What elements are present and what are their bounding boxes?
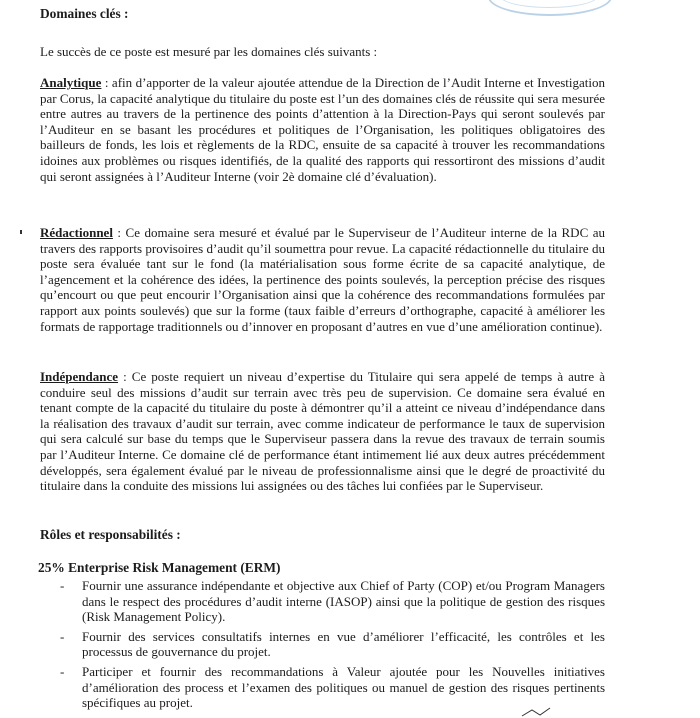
heading-domaines-cles: Domaines clés : — [40, 6, 129, 21]
term-independance: Indépendance — [40, 369, 119, 384]
list-dash: - — [60, 628, 65, 644]
roles-list — [40, 578, 605, 711]
heading-roles: Rôles et responsabilités : — [40, 527, 181, 542]
erm-heading: 25% Enterprise Risk Management (ERM) — [38, 560, 281, 575]
intro-paragraph: Le succès de ce poste est mesuré par les domaines clés suivants : — [40, 44, 378, 59]
margin-mark — [20, 230, 22, 234]
list-dash: - — [60, 578, 65, 593]
term-redactionnel: Rédactionnel — [40, 225, 113, 240]
text-independance: : Ce poste requiert un niveau d’expertise du Titulaire qui sera appelé de temps à autre à conduire seul des missions d’audit sur terrain avec très peu de supervision. Ce domaine sera évalué en tenant compte de la capacité du titulaire du poste à démontrer qu’il a atteint ce niveau d’indépendance dans la réalisation des travaux d’audit sur terrain, avec comme indicateur de performance le taux de supervision qui sera calculé sur base du temps que le Superviseur passera dans la revue des travaux de terrain soumis par l’Auditeur Interne. Ce domaine clé de performance étant intimement lié aux deux autres précédemment développés, sera également évalué par le niveau de professionnalisme ainsi que le degré de proactivité du titulaire dans la conduite des missions lui assignées ou des tâches lui confiées par le Superviseur. — [40, 369, 605, 494]
list-item-text: Fournir des services consultatifs internes en vue d’améliorer l’efficacité, les contrôles et les processus de gouvernance du projet. — [82, 628, 605, 660]
text-analytique: : afin d’apporter de la valeur ajoutée attendue de la Direction de l’Audit Interne et Investigation par Corus, la capacité analytique du titulaire du poste est l’un des domaines clés de réussite qui sera mesurée entre autres au travers de la pertinence des points d’attention à la Direction-Pays qui seront soulevés par l’Auditeur en se basant les procédures et politiques de l’Organisation, les politiques obligatoires des bailleurs de fonds, les lois et règlements de la RDC, ensuite de sa capacité à trouver les recommandations idoines aux problèmes ou risques identifiés, de la qualité des rapports qui ressortiront des missions d’audit qui seront assignées à l’Auditeur Interne (voir 2è domaine clé d’évaluation). — [40, 75, 605, 184]
paragraph-redactionnel — [40, 225, 605, 334]
list-item — [40, 578, 605, 625]
text-redactionnel: : Ce domaine sera mesuré et évalué par le Superviseur de l’Auditeur interne de la RDC au travers des rapports provisoires d’audit qu’il soumettra pour revue. La capacité rédactionnelle du titulaire du poste sera évaluée tant sur le fond (la matérialisation sous forme écrite de sa capacité analytique, de l’agencement et la cohérence des idées, la pertinence des points soulevés, la perception précise des risques qu’encourt ou que peut encourir l’Organisation ainsi que la cohérence des recommandations formulées par rapport aux points soulevés) que sur la forme (taux faible d’erreurs d’orthographe, capacité à améliorer les formats de rapportage traditionnels ou d’innover en proposant d’autres en vue d’une amélioration continue). — [40, 225, 605, 334]
roles-list-container — [40, 578, 605, 715]
list-dash: - — [60, 663, 65, 679]
paragraph-independance — [40, 369, 605, 494]
list-item-text: Fournir une assurance indépendante et objective aux Chief of Party (COP) et/ou Program Managers dans le respect des procédures d’audit interne (IASOP) ainsi que la politique de gestion des risques (Risk Management Policy). — [82, 578, 605, 625]
term-analytique: Analytique — [40, 75, 102, 90]
handwritten-mark — [520, 706, 560, 718]
list-item — [40, 629, 605, 660]
list-item-text: Participer et fournir des recommandations à Valeur ajoutée pour les Nouvelles initiatives d’amélioration des process et l’examen des politiques ou manuel de gestion des risques pertinents spécifiques au projet. — [82, 663, 605, 711]
paragraph-analytique — [40, 75, 605, 184]
list-item — [40, 664, 605, 711]
